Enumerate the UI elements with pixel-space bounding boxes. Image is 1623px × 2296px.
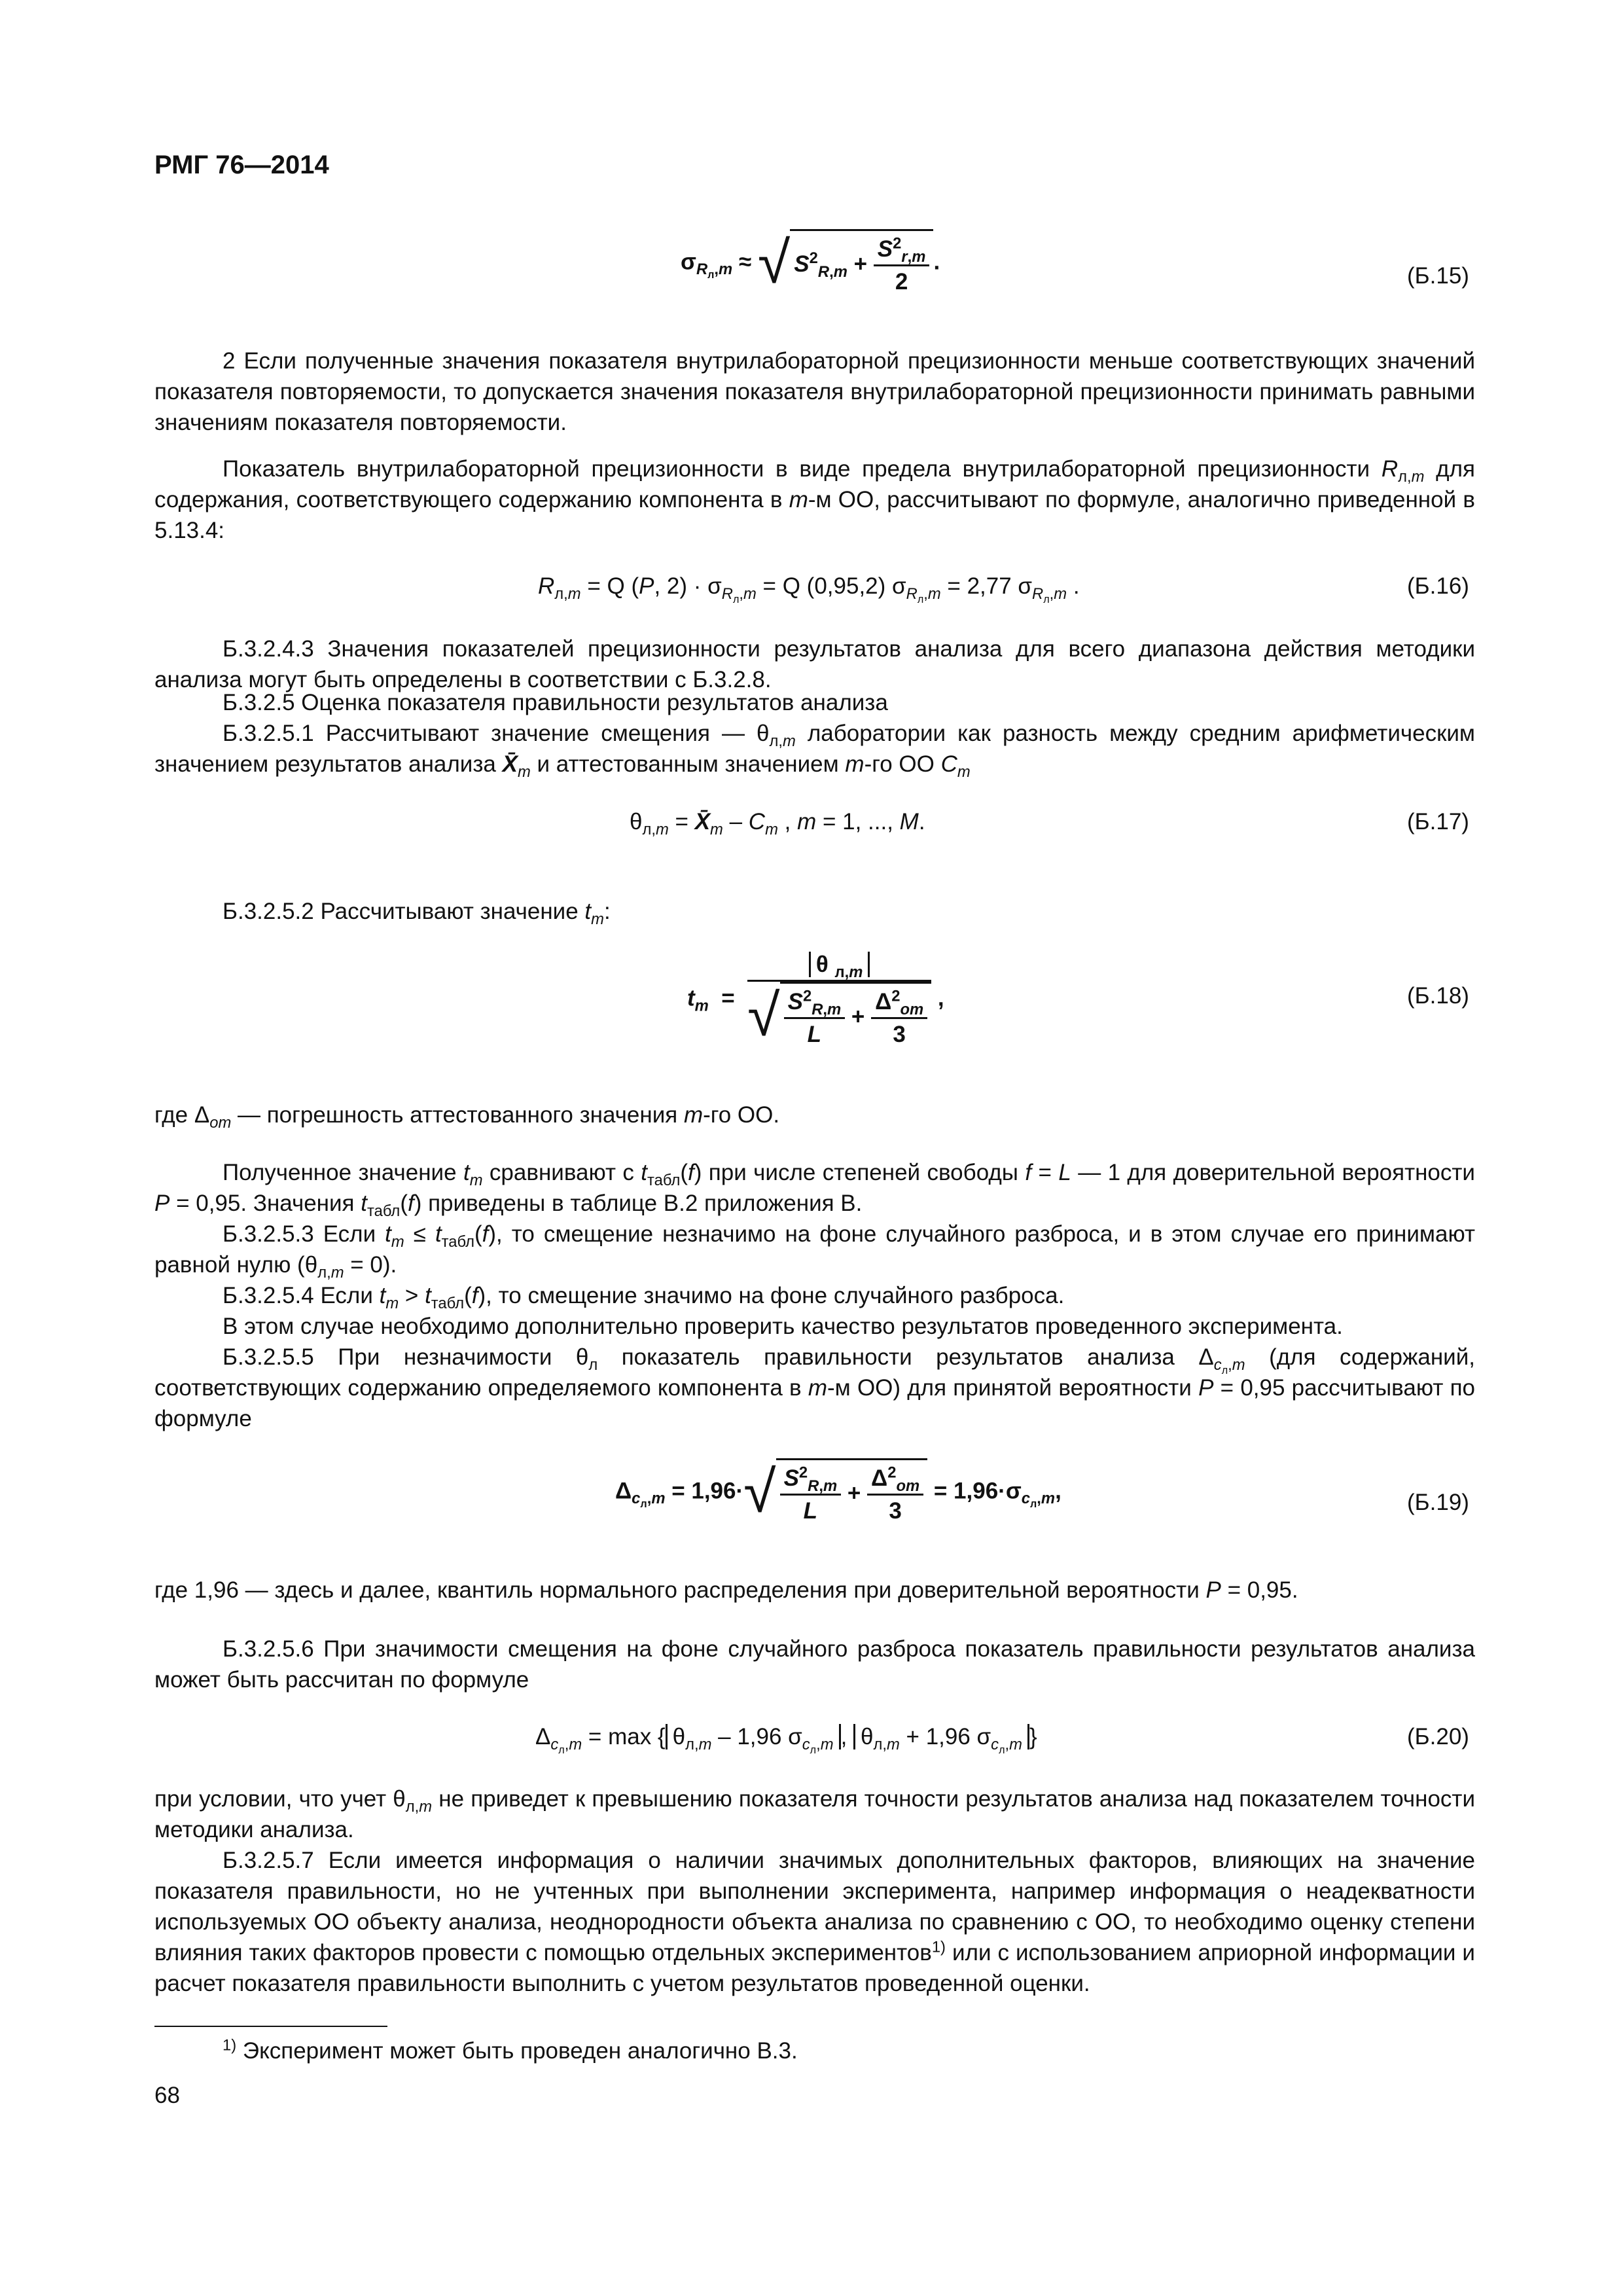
equation-b19: $\Delta_{c_л,m} = 1,96\cdot√$ $\frac{S^2_{R,m}}{L}$ + $\frac{\Delta^2_{om}}{3}$ = $1,96\cdot\sigma_{c_л,m}$,: [615, 1460, 1061, 1525]
equation-number-b20: (Б.20): [1407, 1724, 1469, 1749]
paragraph-quantile: где 1,96 — здесь и далее, квантиль нормального распределения при доверительной вероятности P = 0,95.: [154, 1577, 1298, 1603]
paragraph-b325-heading: Б.3.2.5 Оценка показателя правильности результатов анализа: [223, 690, 888, 715]
paragraph-note-2: 2 Если полученные значения показателя внутрилабораторной прецизионности меньше соответствующих значений показателя повторяемости, то допускается значения показателя внутрилабораторной прецизионности принимать равными значениям показателя повторяемости.: [154, 348, 1475, 435]
footnote-separator: [154, 2026, 387, 2027]
paragraph-b3254: Б.3.2.5.4 Если $t_m > t_{табл}(f)$, то смещение значимо на фоне случайного разброса.: [223, 1283, 1065, 1312]
equation-b18: $t_m$ = θ $_{л,m}$ √ $\frac{S^2_{R,m}}{L}$ + $\frac{\Delta^2_{om}}{3}$ ,: [687, 949, 944, 1050]
document-header: РМГ 76—2014: [154, 151, 329, 179]
paragraph-b3253: Б.3.2.5.3 Если $t_m \le t_{табл}(f)$, то смещение незначимо на фоне случайного разброса, и в этом случае его принимают равной нулю $(\theta_{л,m} = 0)$.: [154, 1221, 1475, 1282]
equation-b17: $\theta_{л,m}$ = $X̄_m - C_m$ , m = 1, ..., M.: [630, 809, 925, 838]
page-number: 68: [154, 2083, 180, 2108]
equation-number-b17: (Б.17): [1407, 809, 1469, 834]
paragraph-delta-definition: где $\Delta_{om}$ — погрешность аттестованного значения m-го ОО.: [154, 1102, 780, 1132]
paragraph-b3243: Б.3.2.4.3 Значения показателей прецизионности результатов анализа для всего диапазона действия методики анализа могут быть определены в соответствии с Б.3.2.8.: [154, 636, 1475, 692]
paragraph-b3256: Б.3.2.5.6 При значимости смещения на фоне случайного разброса показатель правильности результатов анализа может быть рассчитан по формуле: [154, 1636, 1475, 1693]
footnote: [223, 2036, 798, 2066]
paragraph-condition: при условии, что учет $\theta_{л,m}$ не приведет к превышению показателя точности результатов анализа над показателем точности методики анализа.: [154, 1786, 1475, 1842]
paragraph-b3252: Б.3.2.5.2 Рассчитывают значение $t_m$:: [223, 899, 611, 928]
equation-number-b18: (Б.18): [1407, 983, 1469, 1009]
equation-b20: $\Delta_{c_л,m} = \max$ { $\theta_{л,m} - 1,96$ $\sigma_{c_л,m}$ , $\theta_{л,m} + 1,96$ $\sigma_{c_л,m}$ }: [535, 1724, 1037, 1756]
equation-number-b15: (Б.15): [1407, 263, 1469, 289]
paragraph-b3255: Б.3.2.5.5 При незначимости $\theta_л$ показатель правильности результатов анализа $\Delta_{c_л,m}$ (для содержаний, соответствующих содержанию определяемого компонента в m-м ОО) для принятой вероятности P = 0,95 рассчитывают по формуле: [154, 1344, 1476, 1431]
paragraph-b3251: Б.3.2.5.1 Рассчитывают значение смещения — $\theta_{л,m}$ лаборатории как разность между средним арифметическим значением результатов анализа $X̄_m$ и аттестованным значением m-го ОО $C_m$: [154, 721, 1475, 781]
footnote-mark: 1): [223, 2036, 237, 2054]
equation-b16: $R_{л,m} = Q$ (P, $2) \cdot \sigma_{R_л,m} = Q$ (0,95,2) $\sigma_{R_л,m} = 2,77$ $\sigma_{R_л,m}$ .: [538, 573, 1080, 605]
footnote-text: Эксперимент может быть проведен аналогично В.3.: [242, 2038, 798, 2064]
paragraph-rl-definition: Показатель внутрилабораторной прецизионности в виде предела внутрилабораторной прецизионности $R_{л,m}$ для содержания, соответствующего содержанию компонента в m-м ОО, рассчитывают по формуле, аналогично приведенной в 5.13.4:: [154, 456, 1475, 543]
equation-b15: $\sigma_{R_л,m}$ ≈ √ $S^2_{R,m}$ + $\frac{S^2_{r,m}}{2}$ .: [681, 230, 940, 296]
equation-number-b19: (Б.19): [1407, 1490, 1469, 1515]
paragraph-quality-check: В этом случае необходимо дополнительно проверить качество результатов проведенного эксперимента.: [223, 1314, 1343, 1339]
paragraph-b3257: Б.3.2.5.7 Если имеется информация о наличии значимых дополнительных факторов, влияющих на значение показателя правильности, но не учтенных при выполнении эксперимента, например информация о неадекватности используемых ОО объекту анализа, неоднородности объекта анализа по сравнению с ОО, то необходимо оценку степени влияния таких факторов провести с помощью отдельных экспериментов$^{1)}$ или с использованием априорной информации и расчет показателя правильности выполнить с учетом результатов проведенной оценки.: [154, 1848, 1475, 1996]
equation-number-b16: (Б.16): [1407, 573, 1469, 599]
paragraph-compare-tm: Полученное значение $t_m$ сравнивают с $t_{табл}(f)$ при числе степеней свободы f = L — 1 для доверительной вероятности P = 0,95. Значения $t_{табл}(f)$ приведены в таблице В.2 приложения В.: [154, 1160, 1475, 1220]
